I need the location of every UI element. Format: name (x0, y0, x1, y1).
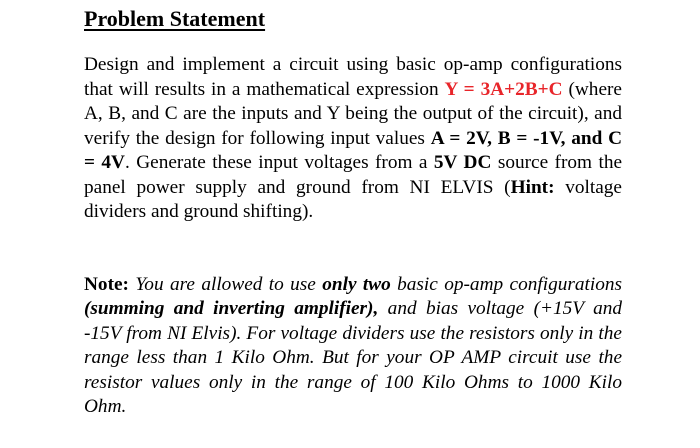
note-text-3: and bias voltage (+15V and -15V from NI Elvis). For voltage dividers use the resistors only in the range less than 1 Kilo Ohm. But for your OP AMP circuit use the resistor values only in the range of 100 Kilo Ohms to 1000 Kilo Ohm. (84, 298, 622, 417)
hint-label: Hint: (510, 176, 555, 198)
note-text-1: You are allowed to use (128, 273, 323, 295)
statement-text-1: Design and implement a circuit using basic op-amp configurations that will results in a mathematical expression (84, 54, 622, 100)
statement-text-5: voltage dividers and ground shifting). (84, 176, 622, 222)
statement-text-4: source from the panel power supply and ground from NI ELVIS ( (84, 152, 623, 198)
note-label: Note: (84, 273, 129, 295)
note-emphasis-only-two: only two (322, 273, 391, 295)
problem-document (84, 6, 622, 420)
target-expression: Y = 3A+2B+C (444, 78, 563, 100)
problem-statement-paragraph (84, 53, 622, 225)
note-paragraph (84, 273, 622, 420)
statement-text-2: (where A, B, and C are the inputs and Y being the output of the circuit), and verify the design for following input values (84, 78, 622, 149)
source-voltage: 5V DC (433, 152, 492, 173)
page-title: Problem Statement (84, 6, 266, 31)
note-configurations: (summing and inverting amplifier), (84, 298, 379, 319)
statement-text-3: . Generate these input voltages from a (124, 152, 434, 173)
note-text-2: basic op-amp configurations (390, 273, 622, 295)
input-values: A = 2V, B = -1V, and C = 4V (84, 127, 623, 173)
